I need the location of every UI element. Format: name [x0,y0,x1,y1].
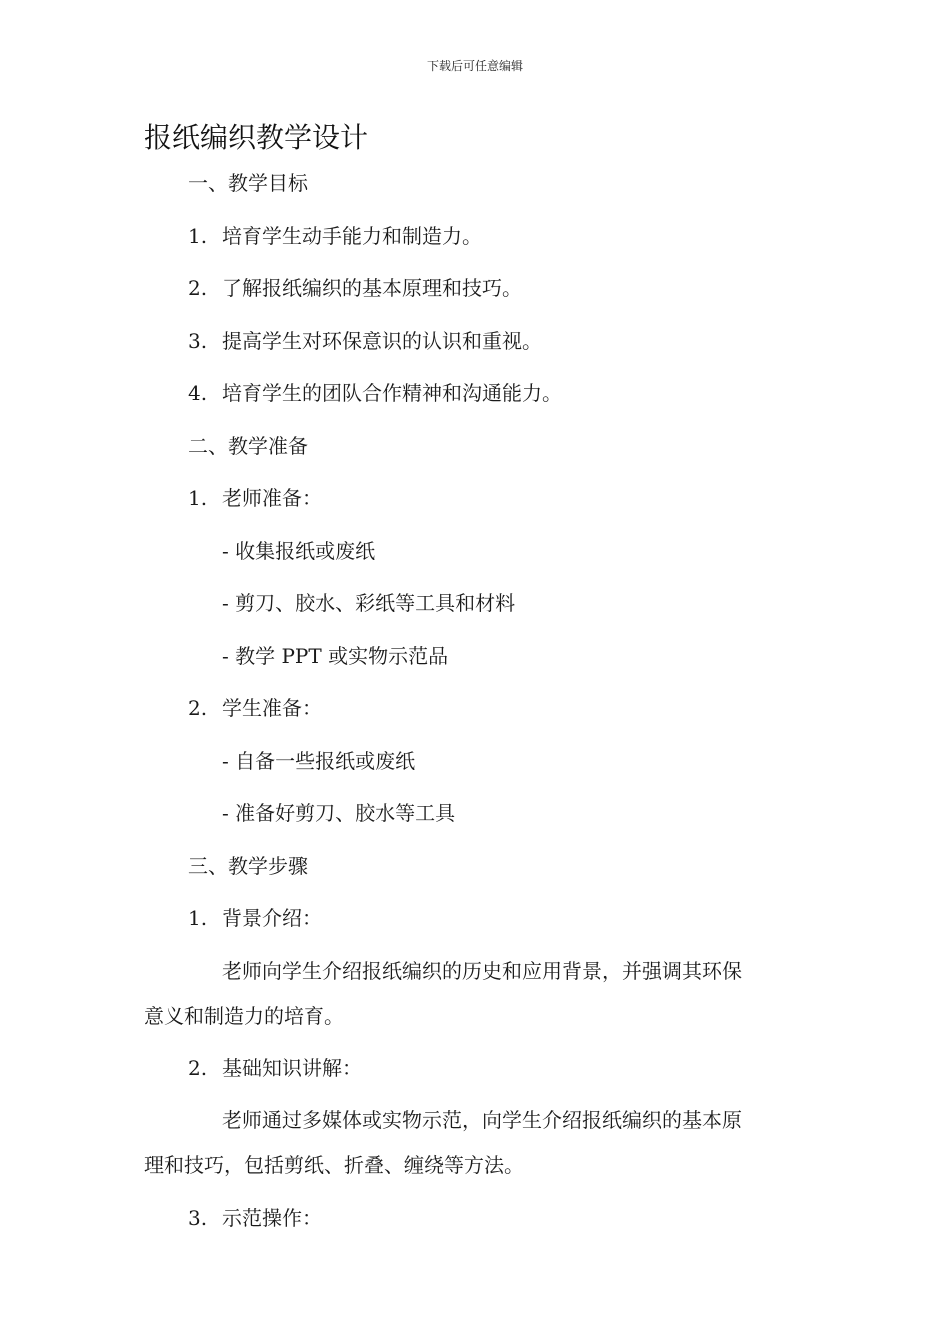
prep-list-item: - 收集报纸或废纸 [222,539,376,563]
prep-list-item: - 自备一些报纸或废纸 [222,749,416,773]
goal-number: 3. [188,329,208,353]
goal-number: 1. [188,224,208,248]
goal-number: 4. [188,381,208,405]
goal-item [188,328,542,354]
goal-text: 培育学生的团队合作精神和沟通能力。 [222,381,562,405]
section-heading-prep: 二、教学准备 [188,434,308,458]
step-paragraph-line: 意义和制造力的培育。 [144,1004,344,1028]
goal-number: 2. [188,276,208,300]
goal-item [188,380,562,406]
prep-list-item: - 教学 PPT 或实物示范品 [222,644,449,668]
document-title: 报纸编织教学设计 [144,121,369,154]
step-number: 1. [188,906,208,930]
step-paragraph-line: 老师通过多媒体或实物示范，向学生介绍报纸编织的基本原 [222,1108,742,1132]
prep-teacher-heading [188,485,322,511]
step-number: 3. [188,1206,208,1230]
prep-list-item: - 准备好剪刀、胶水等工具 [222,801,456,825]
step-label: 背景介绍： [222,906,322,930]
step-paragraph-line: 理和技巧，包括剪纸、折叠、缠绕等方法。 [144,1153,524,1177]
goal-item [188,275,522,301]
step-heading [188,1205,322,1231]
step-heading [188,905,322,931]
step-label: 基础知识讲解： [222,1056,362,1080]
prep-number: 1. [188,486,208,510]
step-heading [188,1055,362,1081]
section-heading-goals: 一、教学目标 [188,171,308,195]
prep-student-heading [188,695,322,721]
goal-text: 培育学生动手能力和制造力。 [222,224,482,248]
goal-item [188,223,482,249]
goal-text: 提高学生对环保意识的认识和重视。 [222,329,542,353]
prep-label: 老师准备： [222,486,322,510]
step-number: 2. [188,1056,208,1080]
goal-text: 了解报纸编织的基本原理和技巧。 [222,276,522,300]
section-heading-steps: 三、教学步骤 [188,854,308,878]
step-paragraph-line: 老师向学生介绍报纸编织的历史和应用背景，并强调其环保 [222,959,742,983]
step-label: 示范操作： [222,1206,322,1230]
prep-list-item: - 剪刀、胶水、彩纸等工具和材料 [222,591,516,615]
prep-number: 2. [188,696,208,720]
header-note: 下载后可任意编辑 [426,59,523,73]
prep-label: 学生准备： [222,696,322,720]
